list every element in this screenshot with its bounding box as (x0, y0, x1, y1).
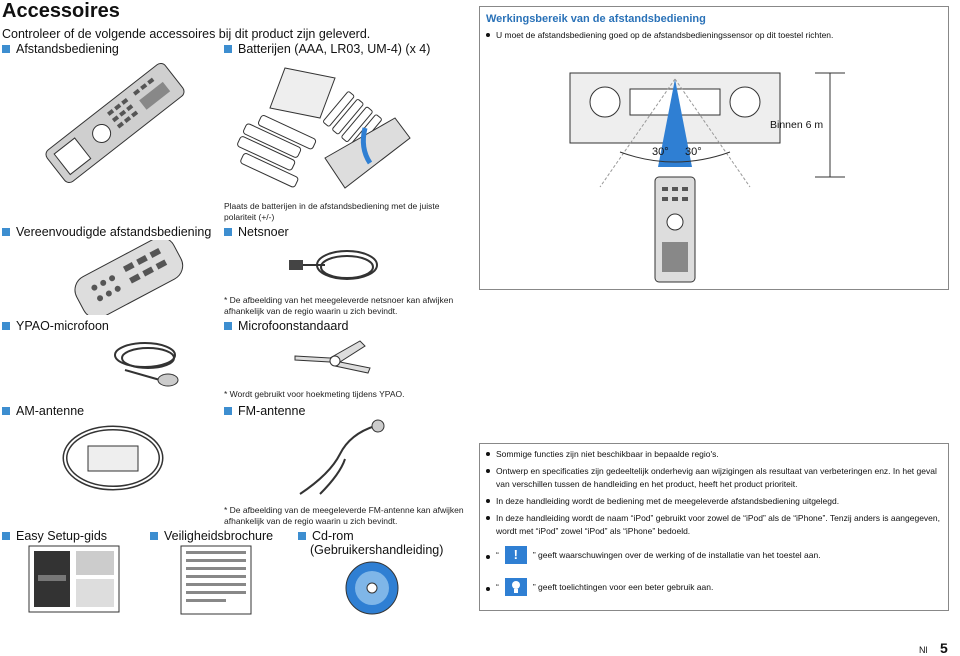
info-box (479, 443, 949, 611)
bullet-dot (486, 33, 490, 37)
safety-illustration (180, 545, 252, 615)
accessory-easy-setup-label: Easy Setup-gids (16, 529, 108, 543)
intro-text: Controleer of de volgende accessoires bij dit product zijn geleverd. (2, 27, 371, 41)
accessory-mic-stand (224, 319, 348, 333)
accessory-remote-label: Afstandsbediening (16, 42, 119, 56)
mic-stand-illustration (290, 336, 380, 376)
bullet-square (2, 322, 10, 330)
page-number: 5 (940, 640, 948, 656)
mic-stand-note: * Wordt gebruikt voor hoekmeting tijdens YPAO. (224, 389, 405, 399)
range-bullet-text: U moet de afstandsbediening goed op de afstandsbedieningssensor op dit toestel richten. (496, 30, 834, 40)
angle-right: 30° (685, 146, 702, 158)
mic-illustration (100, 330, 200, 395)
tip-legend: “ ” geeft toelichtingen voor een beter gebruik aan. (486, 578, 713, 596)
accessory-am-antenna (2, 404, 84, 418)
range-diagram (560, 67, 860, 287)
accessory-am-antenna-label: AM-antenne (16, 404, 85, 418)
accessory-ypao-mic-label: YPAO-microfoon (16, 319, 109, 333)
easy-setup-illustration (28, 545, 120, 613)
warning-icon: ! (505, 546, 527, 564)
fm-antenna-illustration (290, 414, 400, 499)
accessory-batteries-label: Batterijen (AAA, LR03, UM-4) (x 4) (238, 42, 431, 56)
warning-legend: “ ! ” geeft waarschuwingen over de werking of de installatie van het toestel aan. (486, 546, 821, 564)
footer-lang: Nl (919, 645, 928, 655)
info-note: Sommige functies zijn niet beschikbaar in bepaalde regio's. (486, 448, 941, 461)
accessory-cdrom-sub: (Gebruikershandleiding) (310, 543, 444, 557)
fm-antenna-note: * De afbeelding van de meegeleverde FM-antenne kan afwijken afhankelijk van de regio waarin u zich bevindt. (224, 505, 464, 526)
power-cord-illustration (285, 238, 385, 293)
accessory-easy-setup (2, 529, 107, 543)
bullet-square (150, 532, 158, 540)
info-note: Ontwerp en specificaties zijn gedeeltelijk onderhevig aan wijzigingen als resultaat van verbeteringen enz. In het geval van verschillen tussen de handleiding en het product, heeft het product prioriteit. (486, 465, 941, 491)
accessory-safety (150, 529, 273, 543)
accessory-fm-antenna-label: FM-antenne (238, 404, 306, 418)
bullet-square (2, 532, 10, 540)
accessory-simple-remote-label: Vereenvoudigde afstandsbediening (16, 225, 212, 239)
info-note: In deze handleiding wordt de bediening met de meegeleverde afstandsbediening uitgelegd. (486, 495, 941, 508)
bullet-square (224, 322, 232, 330)
bullet-square (224, 407, 232, 415)
accessory-simple-remote (2, 225, 211, 239)
range-box (479, 6, 949, 290)
range-bullet (486, 29, 833, 42)
accessory-ypao-mic (2, 319, 109, 333)
info-note: In deze handleiding wordt de naam “iPod” gebruikt voor zowel de “iPod” als de “iPhone”. Tenzij anders is aangegeven, wordt met “iPod” zowel “iPod” als “iPhone” bedoeld. (486, 512, 941, 538)
range-distance: Binnen 6 m (770, 119, 824, 131)
bullet-square (224, 45, 232, 53)
simple-remote-illustration (70, 240, 190, 315)
info-notes (486, 448, 941, 542)
range-heading: Werkingsbereik van de afstandsbediening (486, 13, 706, 25)
cdrom-illustration (337, 560, 407, 615)
remote-illustration (40, 58, 190, 188)
accessory-cdrom (298, 529, 354, 543)
bullet-square (298, 532, 306, 540)
bullet-square (2, 407, 10, 415)
batteries-illustration (225, 58, 415, 198)
accessory-cdrom-label: Cd-rom (312, 529, 354, 543)
accessory-batteries (224, 42, 430, 56)
battery-note: Plaats de batterijen in de afstandsbediening met de juiste polariteit (+/-) (224, 201, 440, 222)
accessory-remote (2, 42, 119, 56)
am-antenna-illustration (58, 418, 168, 498)
bullet-square (2, 45, 10, 53)
lightbulb-icon (505, 578, 527, 596)
bullet-square (2, 228, 10, 236)
page-title: Accessoires (2, 0, 120, 22)
angle-left: 30° (652, 146, 669, 158)
accessory-safety-label: Veiligheidsbrochure (164, 529, 274, 543)
power-cord-note: * De afbeelding van het meegeleverde netsnoer kan afwijken afhankelijk van de regio waarin u zich bevindt. (224, 295, 454, 316)
accessory-mic-stand-label: Microfoonstandaard (238, 319, 349, 333)
bullet-square (224, 228, 232, 236)
accessory-power-cord-label: Netsnoer (238, 225, 289, 239)
accessory-power-cord (224, 225, 289, 239)
